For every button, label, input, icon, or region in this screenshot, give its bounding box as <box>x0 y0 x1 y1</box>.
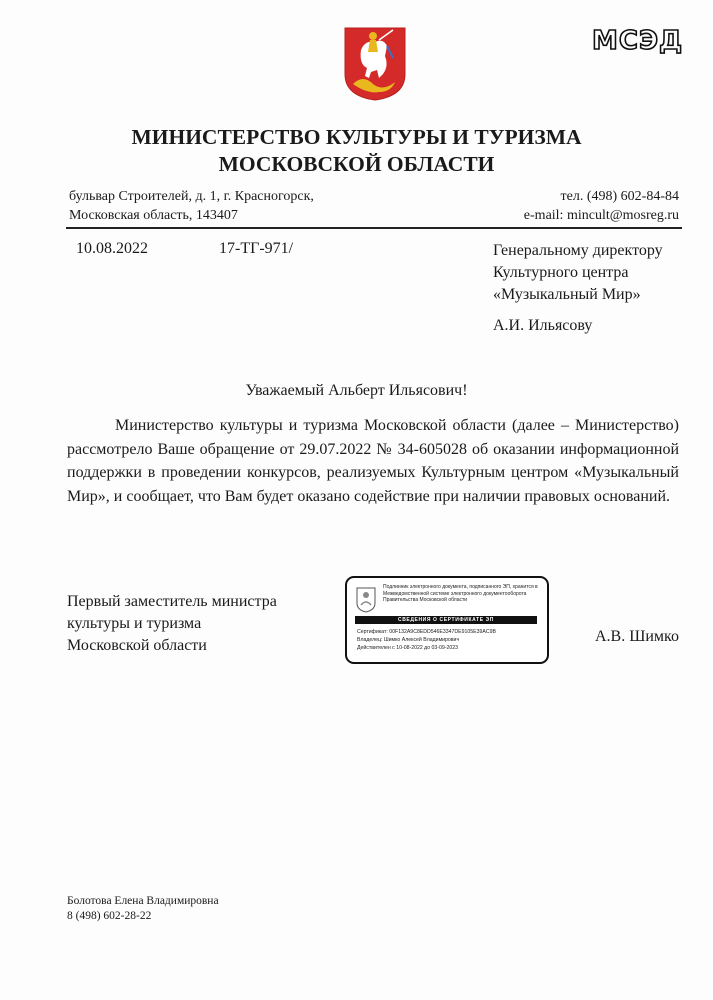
ecert-owner: Владелец: Шимко Алексей Владимирович <box>357 637 460 643</box>
ministry-address <box>69 187 314 225</box>
recipient-line-1: Генеральному директору <box>493 242 663 259</box>
recipient-line-3: «Музыкальный Мир» <box>493 286 641 303</box>
msed-stamp-mark: МСЭД <box>592 26 684 56</box>
signer-line-2: культуры и туризма <box>67 615 202 632</box>
signer-position <box>67 591 277 657</box>
signer-line-3: Московской области <box>67 637 207 654</box>
greeting: Уважаемый Альберт Ильясович! <box>245 382 468 399</box>
signer-line-1: Первый заместитель министра <box>67 593 277 610</box>
ministry-contacts <box>524 187 679 225</box>
letter-date: 10.08.2022 <box>76 240 148 257</box>
email-text: e-mail: mincult@mosreg.ru <box>523 208 679 223</box>
ministry-title-line-1: МИНИСТЕРСТВО КУЛЬТУРЫ И ТУРИЗМА <box>131 125 582 149</box>
ministry-title <box>0 124 713 178</box>
signer-name: А.В. Шимко <box>594 628 679 645</box>
recipient-name: А.И. Ильясову <box>493 317 593 334</box>
executor-block <box>67 894 219 924</box>
letter-body: Министерство культуры и туризма Московской области (далее – Министерство) рассмотрело Ваше обращение от 29.07.2022 № 34-605028 об оказании информационной поддержки в проведении конкурсов, реализуемых Культурным центром «Музыкальный Мир», и сообщает, что Вам будет оказано содействие при наличии правовых оснований. <box>67 417 679 505</box>
ecert-band: СВЕДЕНИЯ О СЕРТИФИКАТЕ ЭП <box>355 616 537 624</box>
ministry-title-line-2: МОСКОВСКОЙ ОБЛАСТИ <box>218 152 495 176</box>
executor-phone: 8 (498) 602-28-22 <box>67 910 152 922</box>
phone-text: тел. (498) 602-84-84 <box>560 189 679 204</box>
address-line-1: бульвар Строителей, д. 1, г. Красногорск, <box>69 189 314 204</box>
electronic-signature-stamp <box>345 576 549 664</box>
coat-of-arms-emblem <box>343 26 407 102</box>
region-crest-icon <box>356 587 376 613</box>
ecert-validity: Действителен с 10-08-2022 до 03-09-2023 <box>357 645 459 651</box>
header-divider <box>66 227 682 229</box>
recipient-line-2: Культурного центра <box>493 264 629 281</box>
ecert-certificate: Сертификат: 00F132A9C8EDD546E3347DE9105E39AC9B <box>357 629 496 635</box>
letter-number: 17-ТГ-971/ <box>219 240 294 257</box>
address-line-2: Московская область, 143407 <box>69 208 238 223</box>
executor-name: Болотова Елена Владимировна <box>67 895 219 907</box>
ecert-info-text: Подлинник электронного документа, подписанного ЭП, хранится в Межведомственной системе электронного документооборота Правительства Московской области <box>383 584 538 604</box>
recipient-block <box>493 240 663 306</box>
